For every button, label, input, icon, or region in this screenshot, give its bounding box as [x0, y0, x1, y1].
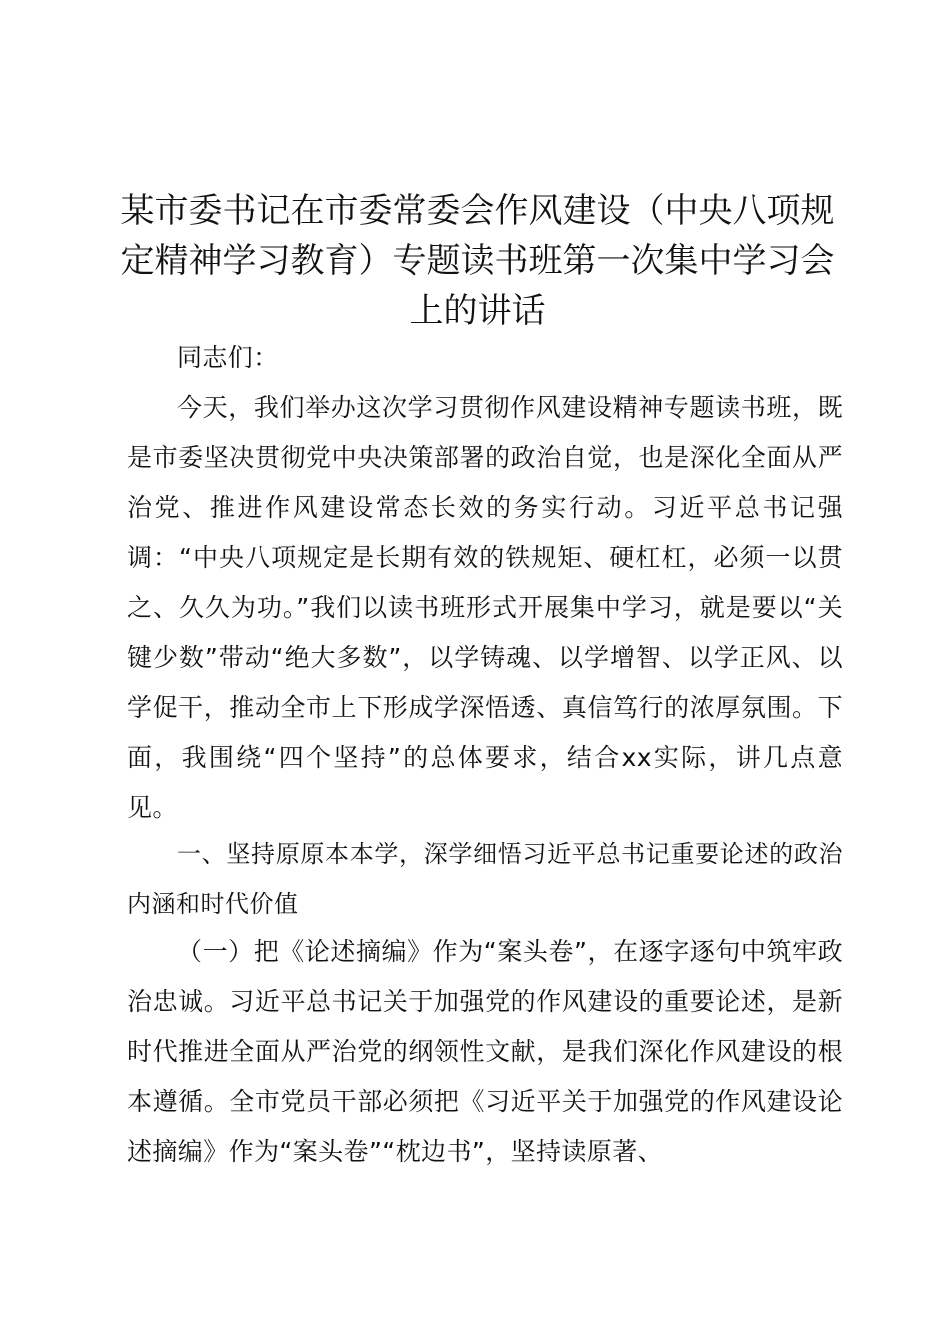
salutation: 同志们： [177, 343, 279, 372]
section-1-paragraph-1: （一）把《论述摘编》作为“案头卷”，在逐字逐句中筑牢政治忠诚。习近平总书记关于加强党的作风建设的重要论述，是新时代推进全面从严治党的纲领性文献，是我们深化作风建设的根本遵循。全市党员干部必须把《习近平关于加强党的作风建设论述摘编》作为“案头卷”“枕边书”，坚持读原著、 [127, 937, 843, 1166]
document-title: 某市委书记在市委常委会作风建设（中央八项规定精神学习教育）专题读书班第一次集中学习会上的讲话 [120, 191, 835, 331]
section-heading-1: 一、坚持原原本本学，深学细悟习近平总书记重要论述的政治内涵和时代价值 [127, 840, 843, 918]
opening-paragraph: 今天，我们举办这次学习贯彻作风建设精神专题读书班，既是市委坚决贯彻党中央决策部署的政治自觉，也是深化全面从严治党、推进作风建设常态长效的务实行动。习近平总书记强调：“中央八项规定是长期有效的铁规矩、硬杠杠，必须一以贯之、久久为功。”我们以读书班形式开展集中学习，就是要以“关键少数”带动“绝大多数”，以学铸魂、以学增智、以学正风、以学促干，推动全市上下形成学深悟透、真信笃行的浓厚氛围。下面，我围绕“四个坚持”的总体要求，结合xx实际，讲几点意见。 [127, 393, 843, 822]
